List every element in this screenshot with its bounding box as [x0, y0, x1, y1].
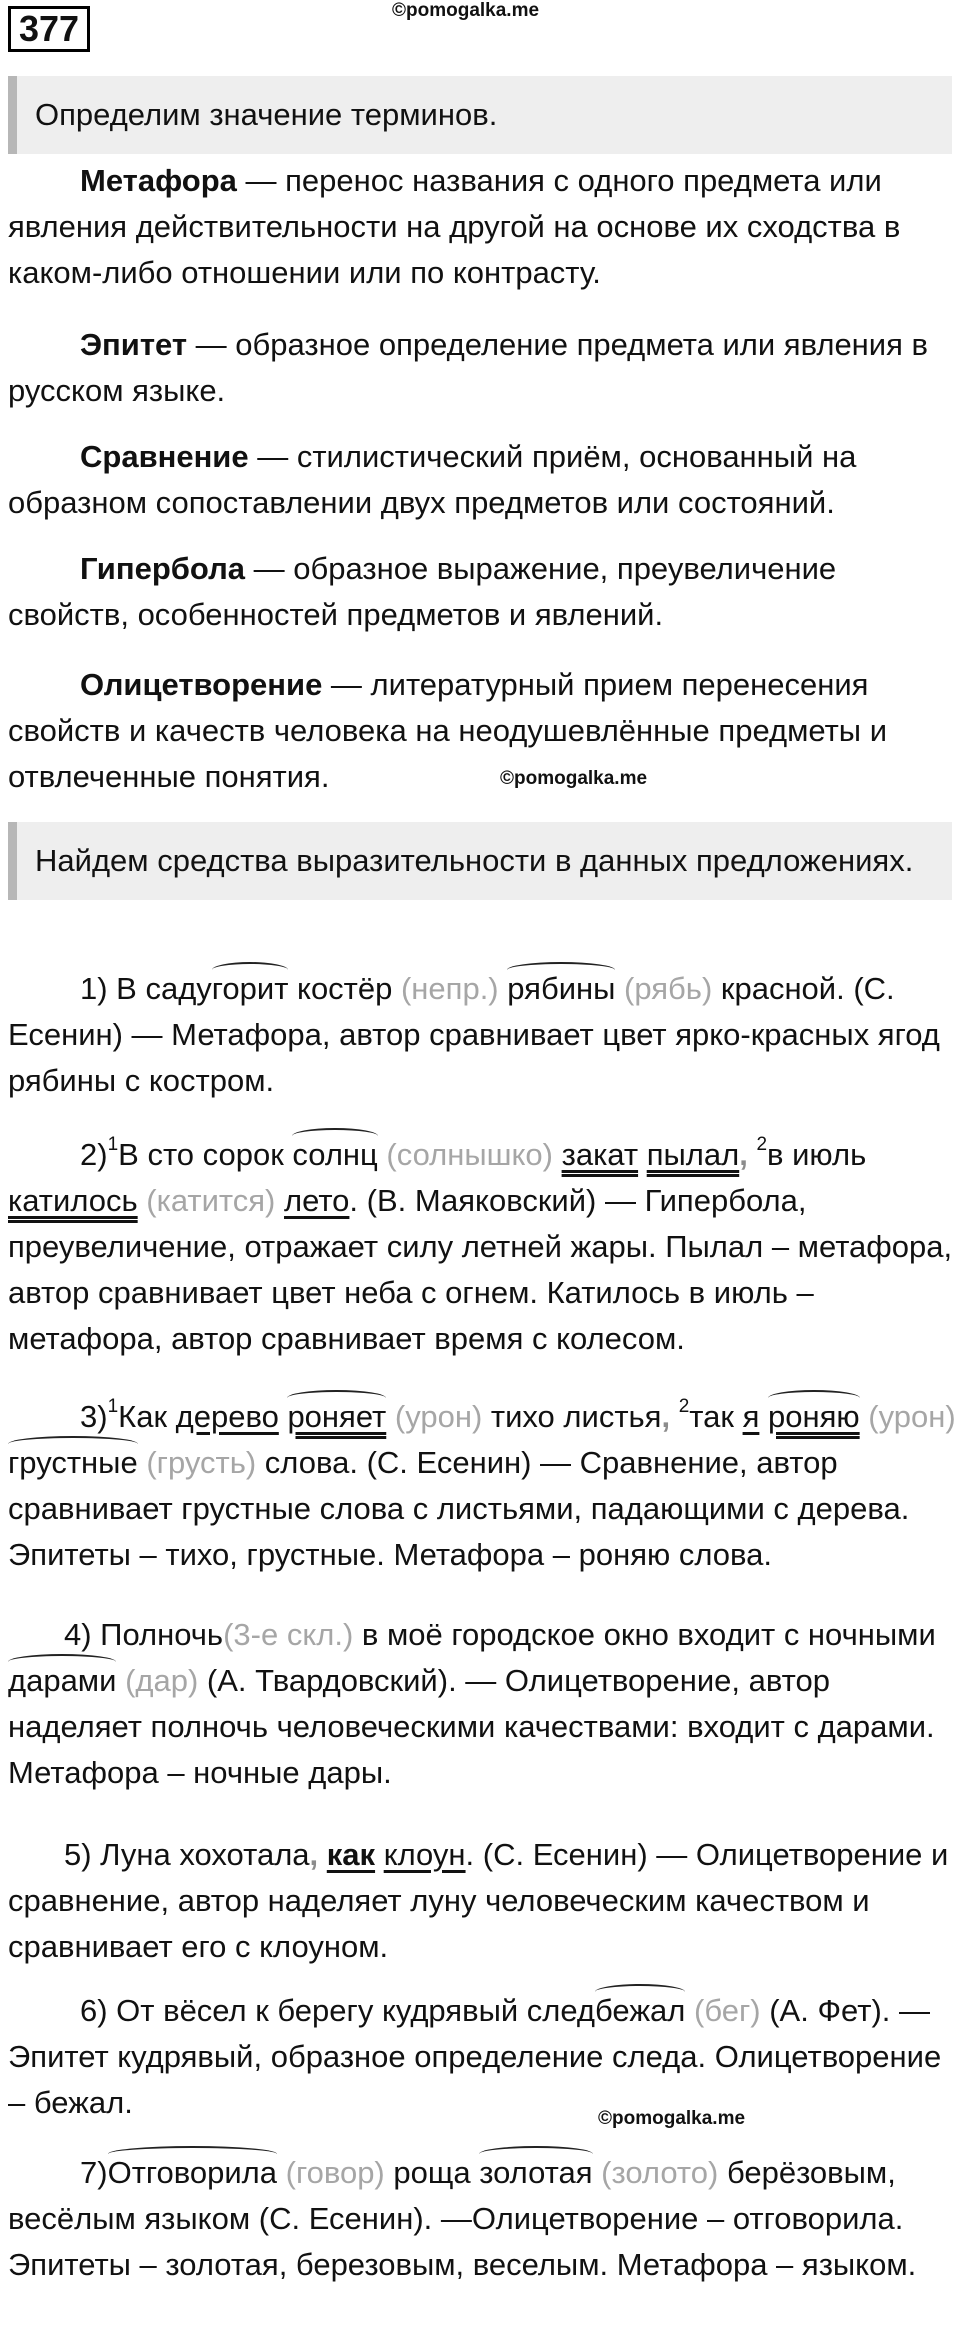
check-word: (грусть)	[146, 1445, 257, 1480]
subject: лето	[284, 1183, 350, 1218]
term-epithet	[8, 322, 956, 414]
check-word: (говор)	[285, 2155, 385, 2190]
term-definition: — перенос названия с одного предмета или явления действительности на другой на основе их сходства в каком-либо отношении или по контрасту.	[8, 163, 901, 290]
subject: дерево	[175, 1399, 279, 1434]
check-word: (бег)	[694, 1993, 761, 2028]
term-name: Эпитет	[80, 327, 188, 362]
predicate: пылал	[646, 1137, 740, 1172]
term-name: Сравнение	[80, 439, 249, 474]
term-name: Олицетворение	[80, 667, 323, 702]
check-word: (непр.)	[400, 971, 499, 1006]
task-number: 377	[8, 6, 90, 52]
example-7: 7)Отговорила (говор) роща золотая (золото) берёзовым, весёлым языком (С. Есенин). —Олицетворение – отговорила. Эпитеты – золотая, березовым, веселым. Метафора – языком.	[8, 2150, 956, 2288]
predicate: роняет	[287, 1394, 386, 1440]
check-word: (золото)	[601, 2155, 719, 2190]
check-word: (катится)	[146, 1183, 276, 1218]
word-with-root-arc: дарами	[8, 1658, 116, 1704]
term-metaphor	[8, 158, 956, 296]
check-word: (дар)	[125, 1663, 199, 1698]
check-word: (солнышко)	[386, 1137, 553, 1172]
section-heading-examples: Найдем средства выразительности в данных предложениях.	[8, 822, 952, 900]
example-4: 4) Полночь(3-е скл.) в моё городское окно входит с ночными дарами (дар) (А. Твардовский). — Олицетворение, автор наделяет полночь человеческими качествами: входит с дарами. Метафора – ночные дары.	[8, 1617, 936, 1790]
word-with-root-arc: бежал	[595, 1988, 685, 2034]
term-definition: — стилистический приём, основанный на образном сопоставлении двух предметов или состояний.	[8, 439, 857, 520]
check-word: (3-е скл.)	[223, 1617, 354, 1652]
term-hyperbole	[8, 546, 956, 638]
object: клоун	[383, 1837, 466, 1872]
comparative-conjunction: как	[326, 1837, 376, 1872]
example-3: 3)$^1$Как дерево роняет (урон) тихо листья, $^2$так я роняю (урон) грустные (грусть) слова. (С. Есенин) — Сравнение, автор сравнивает грустные слова с листьями, падающими с дерева. Эпитеты – тихо, грустные. Метафора – роняю слова.	[8, 1396, 956, 1572]
example-2: 2)$^1$В сто сорок солнц (солнышко) закат пылал, $^2$в июль катилось (катится) лето. (В. Маяковский) — Гипербола, преувеличение, отражает силу летней жары. Пылал – метафора, автор сравнивает цвет неба с огнем. Катилось в июль – метафора, автор сравнивает время с колесом.	[8, 1134, 953, 1356]
word-with-root-arc: рябины	[507, 966, 615, 1012]
word-with-root-arc: солнц	[292, 1132, 377, 1178]
word-with-root-arc: горит	[212, 966, 289, 1012]
word-with-root-arc: золотая	[479, 2150, 592, 2196]
word-with-root-arc: грустные	[8, 1440, 138, 1486]
example-6: 6) От вёсел к берегу кудрявый следбежал (бег) (А. Фет). — Эпитет кудрявый, образное определение следа. Олицетворение – бежал.	[8, 1988, 956, 2126]
subject: я	[742, 1399, 760, 1434]
term-comparison	[8, 434, 956, 526]
check-word: (урон)	[868, 1399, 956, 1434]
example-5: 5) Луна хохотала, как клоун. (С. Есенин) — Олицетворение и сравнение, автор наделяет луну человеческим качеством и сравнивает его с клоуном.	[8, 1837, 949, 1964]
term-definition: — образное выражение, преувеличение свойств, особенностей предметов и явлений.	[8, 551, 837, 632]
term-personification	[8, 662, 956, 800]
term-name: Метафора	[80, 163, 237, 198]
term-definition: — образное определение предмета или явления в русском языке.	[8, 327, 928, 408]
subject: закат	[561, 1137, 639, 1172]
predicate: роняю	[768, 1394, 860, 1440]
watermark: ©pomogalka.me	[500, 768, 648, 789]
check-word: (рябь)	[624, 971, 713, 1006]
section-heading-terms: Определим значение терминов.	[8, 76, 952, 154]
check-word: (урон)	[394, 1399, 483, 1434]
predicate: катилось	[8, 1183, 138, 1218]
term-name: Гипербола	[80, 551, 246, 586]
watermark: ©pomogalka.me	[598, 2108, 746, 2129]
term-definition: — литературный прием перенесения свойств и качеств человека на неодушевлённые предметы и отвлеченные понятия.	[8, 667, 888, 794]
word-with-root-arc: Отговорила	[108, 2150, 277, 2196]
watermark: ©pomogalka.me	[392, 0, 540, 21]
example-1: 1) В садугорит костёр (непр.) рябины (рябь) красной. (С. Есенин) — Метафора, автор сравнивает цвет ярко-красных ягод рябины с костром.	[8, 966, 956, 1104]
